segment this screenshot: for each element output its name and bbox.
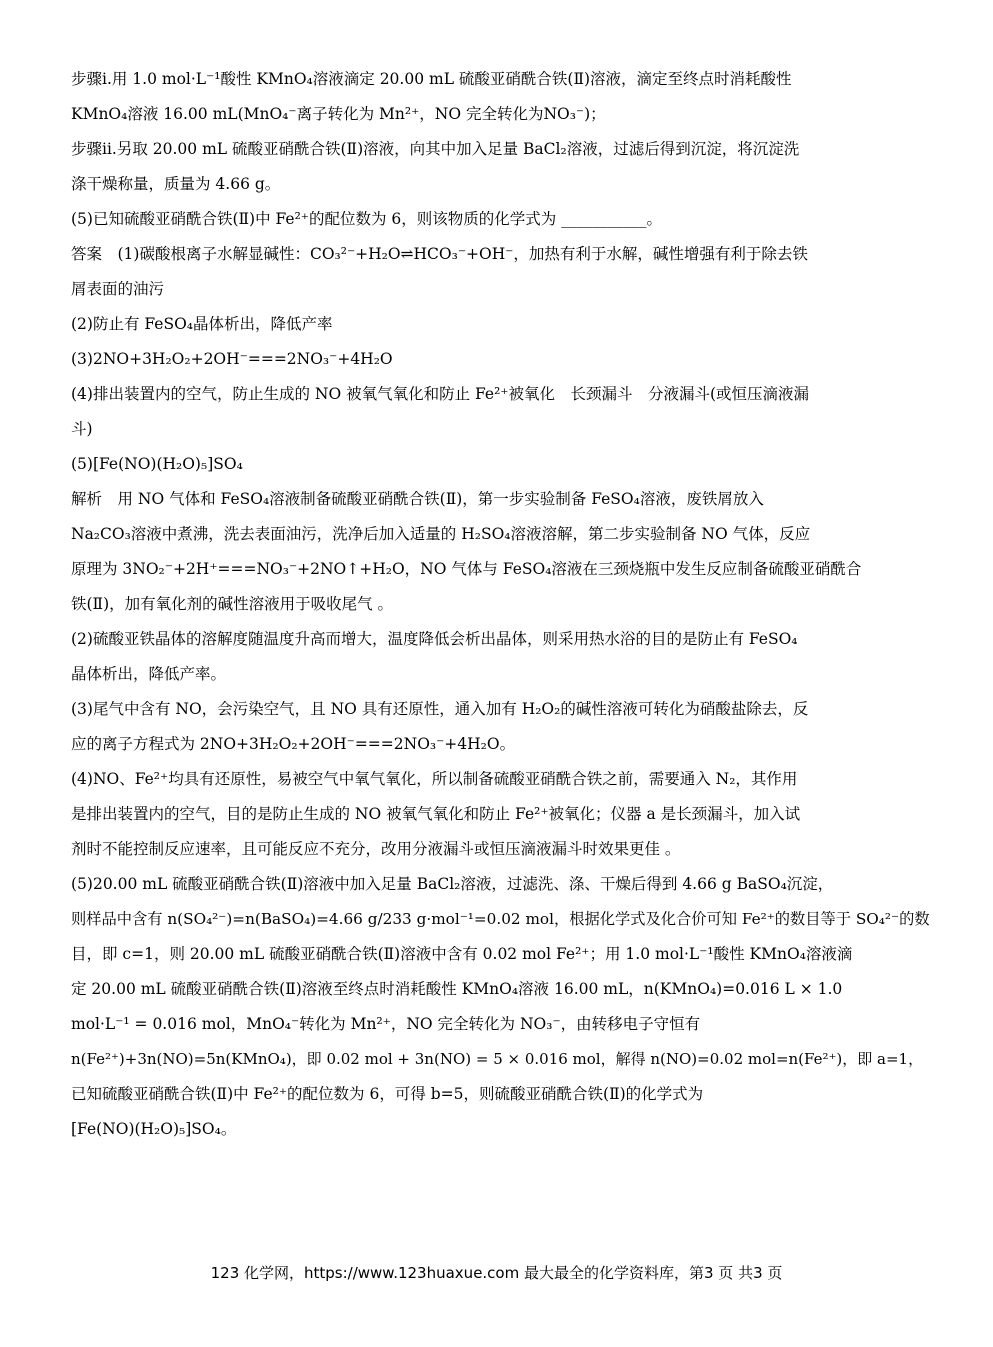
text-line: mol·L⁻¹ = 0.016 mol，MnO₄⁻转化为 Mn²⁺，NO 完全转化为 NO₃⁻，由转移电子守恒有 — [71, 1015, 701, 1033]
text-line: 已知硫酸亚硝酰合铁(Ⅱ)中 Fe²⁺的配位数为 6，可得 b=5，则硫酸亚硝酰合铁(Ⅱ)的化学式为 — [71, 1085, 704, 1103]
text-line: 铁(Ⅱ)，加有氧化剂的碱性溶液用于吸收尾气 。 — [71, 595, 394, 613]
text-line: 步骤ⅱ.另取 20.00 mL 硫酸亚硝酰合铁(Ⅱ)溶液，向其中加入足量 BaCl₂溶液，过滤后得到沉淀，将沉淀洗 — [71, 140, 800, 158]
text-line: 定 20.00 mL 硫酸亚硝酰合铁(Ⅱ)溶液至终点时消耗酸性 KMnO₄溶液 16.00 mL，n(KMnO₄)=0.016 L × 1.0 — [71, 980, 843, 998]
text-line: (3)2NO+3H₂O₂+2OH⁻===2NO₃⁻+4H₂O — [71, 350, 393, 368]
text-line: (4)排出装置内的空气，防止生成的 NO 被氧气氧化和防止 Fe²⁺被氧化 长颈漏斗 分液漏斗(或恒压滴液漏 — [71, 385, 810, 403]
text-line: (5)[Fe(NO)(H₂O)₅]SO₄ — [71, 455, 243, 473]
text-line: (2)硫酸亚铁晶体的溶解度随温度升高而增大，温度降低会析出晶体，则采用热水浴的目的是防止有 FeSO₄ — [71, 630, 798, 648]
text-line: (3)尾气中含有 NO，会污染空气，且 NO 具有还原性，通入加有 H₂O₂的碱性溶液可转化为硝酸盐除去，反 — [71, 700, 809, 718]
text-line: 步骤ⅰ.用 1.0 mol·L⁻¹酸性 KMnO₄溶液滴定 20.00 mL 硫酸亚硝酰合铁(Ⅱ)溶液，滴定至终点时消耗酸性 — [71, 70, 792, 88]
text-line: 涤干燥称量，质量为 4.66 g。 — [71, 175, 281, 193]
text-line: 是排出装置内的空气，目的是防止生成的 NO 被氧气氧化和防止 Fe²⁺被氧化；仪器 a 是长颈漏斗，加入试 — [71, 805, 801, 823]
text-line: Na₂CO₃溶液中煮沸，洗去表面油污，洗净后加入适量的 H₂SO₄溶液溶解，第二步实验制备 NO 气体，反应 — [71, 525, 811, 543]
text-line: [Fe(NO)(H₂O)₅]SO₄。 — [71, 1120, 237, 1138]
text-line: 剂时不能控制反应速率，且可能反应不充分，改用分液漏斗或恒压滴液漏斗时效果更佳 。 — [71, 840, 681, 858]
text-line: 原理为 3NO₂⁻+2H⁺===NO₃⁻+2NO↑+H₂O，NO 气体与 FeSO₄溶液在三颈烧瓶中发生反应制备硫酸亚硝酰合 — [71, 560, 862, 578]
text-line: 则样品中含有 n(SO₄²⁻)=n(BaSO₄)=4.66 g/233 g·mol⁻¹=0.02 mol，根据化学式及化合价可知 Fe²⁺的数目等于 SO₄²⁻的数 — [71, 910, 930, 928]
page-footer: 123 化学网，https://www.123huaxue.com 最大最全的化学资料库，第3 页 共3 页 — [210, 1264, 783, 1282]
text-line: 屑表面的油污 — [71, 280, 165, 298]
text-line: 应的离子方程式为 2NO+3H₂O₂+2OH⁻===2NO₃⁻+4H₂O。 — [71, 735, 516, 753]
text-line: 解析 用 NO 气体和 FeSO₄溶液制备硫酸亚硝酰合铁(Ⅱ)，第一步实验制备 FeSO₄溶液，废铁屑放入 — [71, 490, 764, 508]
text-line: 斗) — [71, 420, 93, 438]
text-line: (2)防止有 FeSO₄晶体析出，降低产率 — [71, 315, 333, 333]
document-body — [71, 62, 931, 1147]
text-line: 目，即 c=1，则 20.00 mL 硫酸亚硝酰合铁(Ⅱ)溶液中含有 0.02 mol Fe²⁺；用 1.0 mol·L⁻¹酸性 KMnO₄溶液滴 — [71, 945, 853, 963]
text-line: (4)NO、Fe²⁺均具有还原性，易被空气中氧气氧化，所以制备硫酸亚硝酰合铁之前，需要通入 N₂，其作用 — [71, 770, 798, 788]
text-line: (5)已知硫酸亚硝酰合铁(Ⅱ)中 Fe²⁺的配位数为 6，则该物质的化学式为 ___________。 — [71, 210, 662, 228]
text-line: n(Fe²⁺)+3n(NO)=5n(KMnO₄)，即 0.02 mol + 3n(NO) = 5 × 0.016 mol，解得 n(NO)=0.02 mol=n(Fe²⁺)，即 a=1， — [71, 1050, 924, 1068]
text-line: (5)20.00 mL 硫酸亚硝酰合铁(Ⅱ)溶液中加入足量 BaCl₂溶液，过滤洗、涤、干燥后得到 4.66 g BaSO₄沉淀， — [71, 875, 834, 893]
text-line: 晶体析出，降低产率。 — [71, 665, 227, 683]
text-line: KMnO₄溶液 16.00 mL(MnO₄⁻离子转化为 Mn²⁺，NO 完全转化为NO₃⁻)； — [71, 105, 606, 123]
text-line: 答案 (1)碳酸根离子水解显碱性：CO₃²⁻+H₂O⇌HCO₃⁻+OH⁻，加热有利于水解，碱性增强有利于除去铁 — [71, 245, 808, 263]
